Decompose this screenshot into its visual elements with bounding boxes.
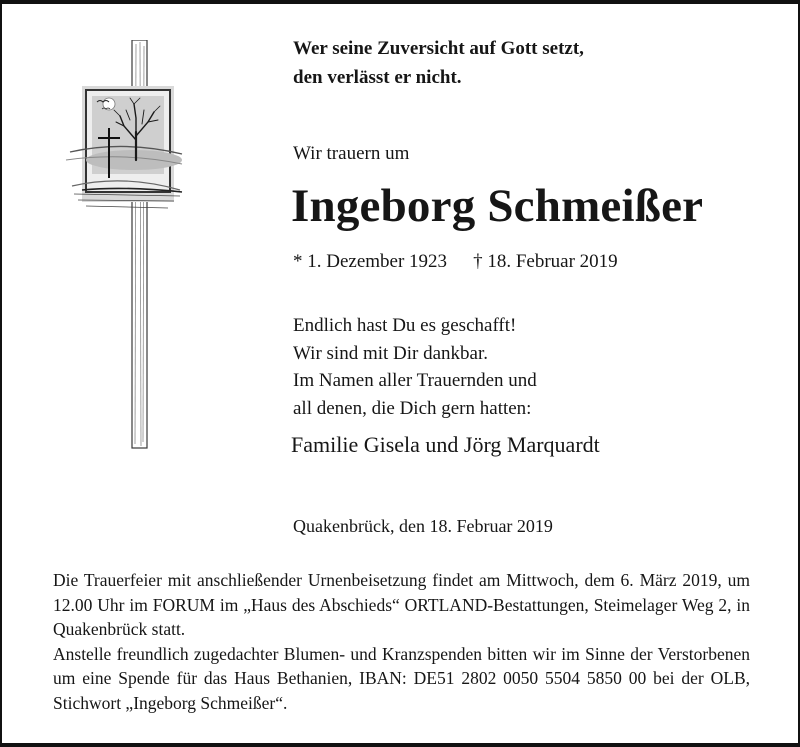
verse-line: all denen, die Dich gern hatten: xyxy=(293,397,532,419)
life-dates xyxy=(293,250,618,274)
cross-with-tree-icon xyxy=(64,40,184,452)
mourning-intro: Wir trauern um xyxy=(293,143,410,164)
family-signature: Familie Gisela und Jörg Marquardt xyxy=(291,432,600,457)
motto-line: den verlässt er nicht. xyxy=(293,67,462,88)
verse-line: Endlich hast Du es geschafft! xyxy=(293,315,517,336)
motto-line: Wer seine Zuversicht auf Gott setzt, xyxy=(293,38,584,59)
farewell-verse xyxy=(293,312,537,422)
service-information xyxy=(53,568,750,715)
deceased-name: Ingeborg Schmeißer xyxy=(291,180,704,232)
verse-line: Im Namen aller Trauernden und xyxy=(293,370,537,391)
death-date: † 18. Februar 2019 xyxy=(473,251,618,272)
place-and-date: Quakenbrück, den 18. Februar 2019 xyxy=(293,516,553,536)
verse-line: Wir sind mit Dir dankbar. xyxy=(293,342,489,364)
motto-verse xyxy=(293,34,584,92)
donation-info: Anstelle freundlich zugedachter Blumen- und Kranzspenden bitten wir im Sinne der Verstorbenen um eine Spende für das Haus Bethanien, IBAN: DE51 2802 0050 5504 5850 00 bei der OLB, Stichwort „Ingeborg Schmeißer“. xyxy=(53,643,750,713)
birth-date: * 1. Dezember 1923 xyxy=(293,251,448,272)
funeral-info: Die Trauerfeier mit anschließender Urnenbeisetzung findet am Mittwoch, dem 6. März 2019, um 12.00 Uhr im FORUM im „Haus des Abschieds“ ORTLAND-Bestattungen, Steimelager Weg 2, in Quakenbrück statt. xyxy=(53,570,750,639)
